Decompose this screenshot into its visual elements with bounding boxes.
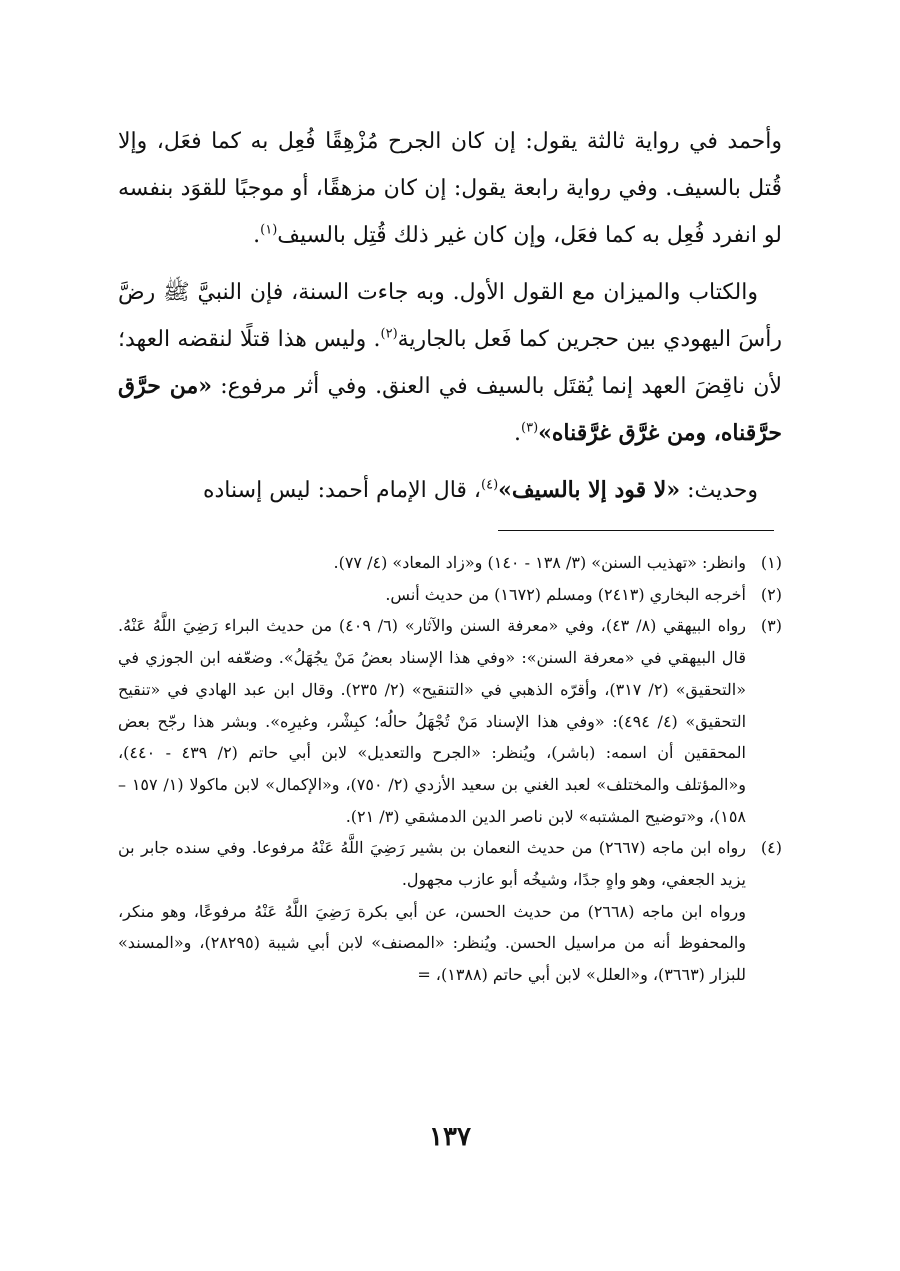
footnote-number: (١): [760, 553, 782, 572]
paragraph-end: .: [253, 223, 261, 248]
quoted-hadith: «من حرَّق حرَّقناه، ومن غرَّق غرَّقناه»: [118, 373, 782, 446]
paragraph-2: [118, 269, 782, 457]
paragraph-text: وأحمد في رواية ثالثة يقول: إن كان الجرح مُزْهِقًا فُعِل به كما فعَل، وإلا قُتل بالسيف. وفي رواية رابعة يقول: إن كان مزهقًا، أو موجبًا للقوَد بنفسه لو انفرد فُعِل به كما فعَل، وإن كان غير ذلك قُتِل بالسيف: [118, 129, 782, 248]
footnote-1: [118, 547, 782, 579]
footnote-text: رواه البيهقي (٨/ ٤٣)، وفي «معرفة السنن والآثار» (٦/ ٤٠٩) من حديث البراء رَضِيَ اللَّهُ عَنْهُ. قال البيهقي في «معرفة السنن»: «وفي هذا الإسناد بعضُ مَنْ يجُهَلُ». وضعّفه ابن الجوزي في «التحقيق» (٢/ ٣١٧)، وأقرّه الذهبي في «التنقيح» (٢/ ٢٣٥). وقال ابن عبد الهادي في «تنقيح التحقيق» (٤/ ٤٩٤): «وفي هذا الإسناد مَنْ تُجْهَلُ حالُه؛ كبِشْر، وغيرِه». وبشر هذا رجّح بعض المحققين أن اسمه: (باشر)، ويُنظر: «الجرح والتعديل» لابن أبي حاتم (٢/ ٤٣٩ - ٤٤٠)، و«المؤتلف والمختلف» لعبد الغني بن سعيد الأزدي (٢/ ٧٥٠)، و«الإكمال» لابن ماكولا (١/ ١٥٧ – ١٥٨)، و«توضيح المشتبه» لابن ناصر الدين الدمشقي (٣/ ٢١).: [118, 616, 747, 826]
footnote-ref-2[interactable]: (٢): [380, 326, 398, 342]
paragraph-end: .: [514, 421, 521, 446]
paragraph-text: ، قال الإمام أحمد: ليس إسناده: [202, 478, 482, 503]
footnote-number: (٤): [760, 838, 782, 858]
footnote-text: رواه ابن ماجه (٢٦٦٧) من حديث النعمان بن بشير رَضِيَ اللَّهُ عَنْهُ مرفوعا. وفي سنده جابر بن يزيد الجعفي، وهو واهٍ جدًا، وشيخُه أبو عازب مجهول.: [118, 838, 746, 890]
footnote-body: [118, 579, 746, 611]
footnote-ref-3[interactable]: (٣): [521, 420, 539, 436]
footnote-body: [118, 547, 746, 579]
paragraph-3: [118, 467, 782, 514]
footnote-4: [118, 832, 782, 991]
footnote-text: ورواه ابن ماجه (٢٦٦٨) من حديث الحسن، عن أبي بكرة رَضِيَ اللَّهُ عَنْهُ مرفوعًا، وهو منكر، والمحفوظ أنه من مراسيل الحسن. ويُنظر: «المصنف» لابن أبي شيبة (٢٨٢٩٥)، و«المسند» للبزار (٣٦٦٣)، و«العلل» لابن أبي حاتم (١٣٨٨)، =: [118, 901, 747, 985]
footnote-ref-4[interactable]: (٤): [481, 477, 499, 493]
footnote-ref-1[interactable]: (١): [260, 222, 278, 238]
footnote-3: [118, 610, 782, 832]
footnote-number: (٣): [760, 616, 782, 636]
footnote-2: [118, 579, 782, 611]
paragraph-text: . وليس هذا قتلًا لنقضه العهد؛ لأن ناقِضَ العهد إنما يُقتَل بالسيف في العنق. وفي أثر مرفوع:: [118, 327, 782, 399]
paragraph-text: والكتاب والميزان مع القول الأول. وبه جاءت السنة، فإن النبيَّ ﷺ رضَّ رأسَ اليهودي بين حجرين كما فَعل بالجارية: [118, 280, 782, 352]
quoted-hadith: «لا قود إلا بالسيف»: [498, 477, 681, 503]
main-text: [118, 118, 782, 514]
footnote-body: [118, 832, 746, 991]
footnote-separator: [498, 530, 774, 531]
paragraph-1: [118, 118, 782, 259]
footnote-text: وانظر: «تهذيب السنن» (٣/ ١٣٨ - ١٤٠) و«زاد المعاد» (٤/ ٧٧).: [333, 553, 746, 572]
footnotes: [118, 547, 782, 991]
footnote-number: (٢): [760, 584, 782, 604]
paragraph-text: وحديث:: [680, 478, 758, 503]
footnote-text: أخرجه البخاري (٢٤١٣) ومسلم (١٦٧٢) من حديث أنس.: [385, 584, 746, 604]
page-number: ١٣٧: [429, 1122, 471, 1152]
footnote-body: [118, 610, 746, 832]
